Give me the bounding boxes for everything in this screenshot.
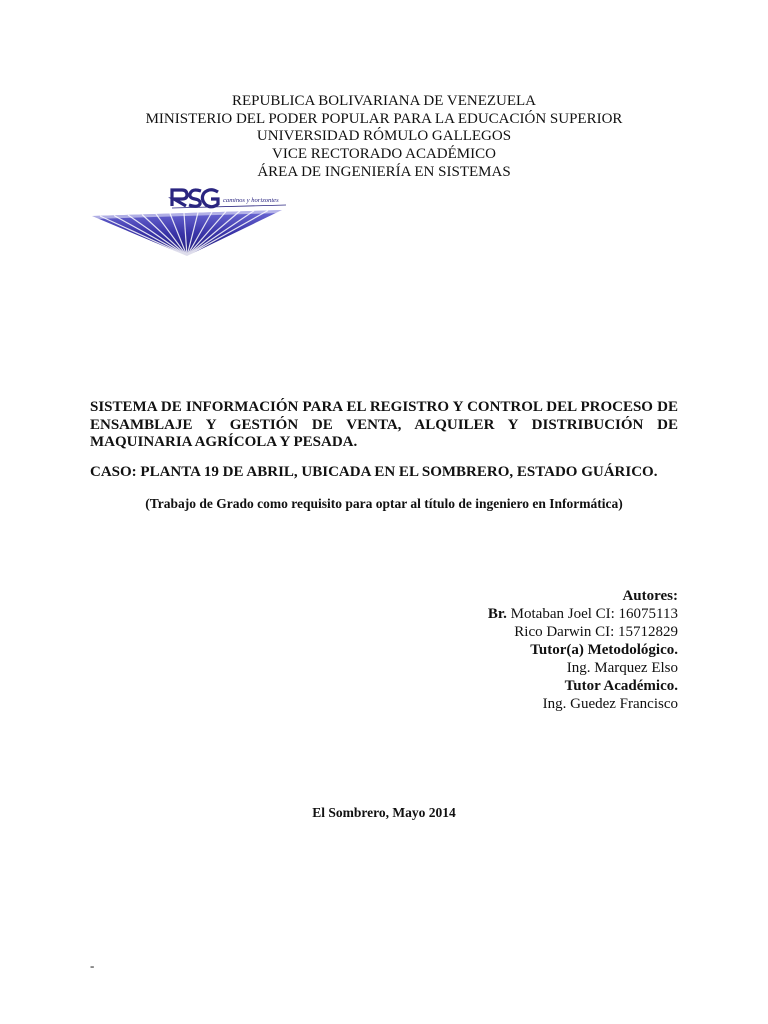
authors-heading: Autores: bbox=[622, 588, 678, 604]
author-2: Rico Darwin CI: 15712829 bbox=[514, 624, 678, 640]
header-line-department: ÁREA DE INGENIERÍA EN SISTEMAS bbox=[257, 163, 511, 180]
header-line-vice-rectorate: VICE RECTORADO ACADÉMICO bbox=[272, 146, 496, 163]
case-statement: CASO: PLANTA 19 DE ABRIL, UBICADA EN EL SOMBRERO, ESTADO GUÁRICO. bbox=[90, 464, 658, 480]
author-1 bbox=[488, 605, 678, 623]
tutor-methodological-label: Tutor(a) Metodológico. bbox=[530, 642, 678, 658]
place-and-date: El Sombrero, Mayo 2014 bbox=[312, 805, 456, 820]
tutor-academic-name: Ing. Guedez Francisco bbox=[542, 696, 678, 712]
tutor-academic-label: Tutor Académico. bbox=[564, 678, 678, 694]
author-1-name: Motaban Joel CI: 16075113 bbox=[506, 606, 678, 622]
thesis-subtitle: (Trabajo de Grado como requisito para optar al título de ingeniero en Informática) bbox=[145, 496, 623, 511]
tutor-methodological-name: Ing. Marquez Elso bbox=[566, 660, 678, 676]
logo-tagline: caminos y horizontes bbox=[223, 197, 279, 204]
author-1-prefix: Br. bbox=[487, 606, 507, 622]
university-logo bbox=[90, 186, 286, 258]
trailing-mark: - bbox=[90, 958, 95, 973]
header-line-university: UNIVERSIDAD RÓMULO GALLEGOS bbox=[256, 128, 512, 145]
authors-block bbox=[488, 587, 678, 713]
logo-fan-mark bbox=[92, 210, 282, 256]
institution-header bbox=[0, 93, 768, 182]
thesis-title: SISTEMA DE INFORMACIÓN PARA EL REGISTRO Y CONTROL DEL PROCESO DE ENSAMBLAJE Y GESTIÓN DE VENTA, ALQUILER Y DISTRIBUCIÓN DE MAQUINARIA AGRÍCOLA Y PESADA. bbox=[90, 399, 678, 451]
header-line-republic: REPUBLICA BOLIVARIANA DE VENEZUELA bbox=[231, 93, 537, 109]
logo-monogram bbox=[172, 190, 218, 207]
header-line-ministry: MINISTERIO DEL PODER POPULAR PARA LA EDUCACIÓN SUPERIOR bbox=[145, 110, 623, 127]
